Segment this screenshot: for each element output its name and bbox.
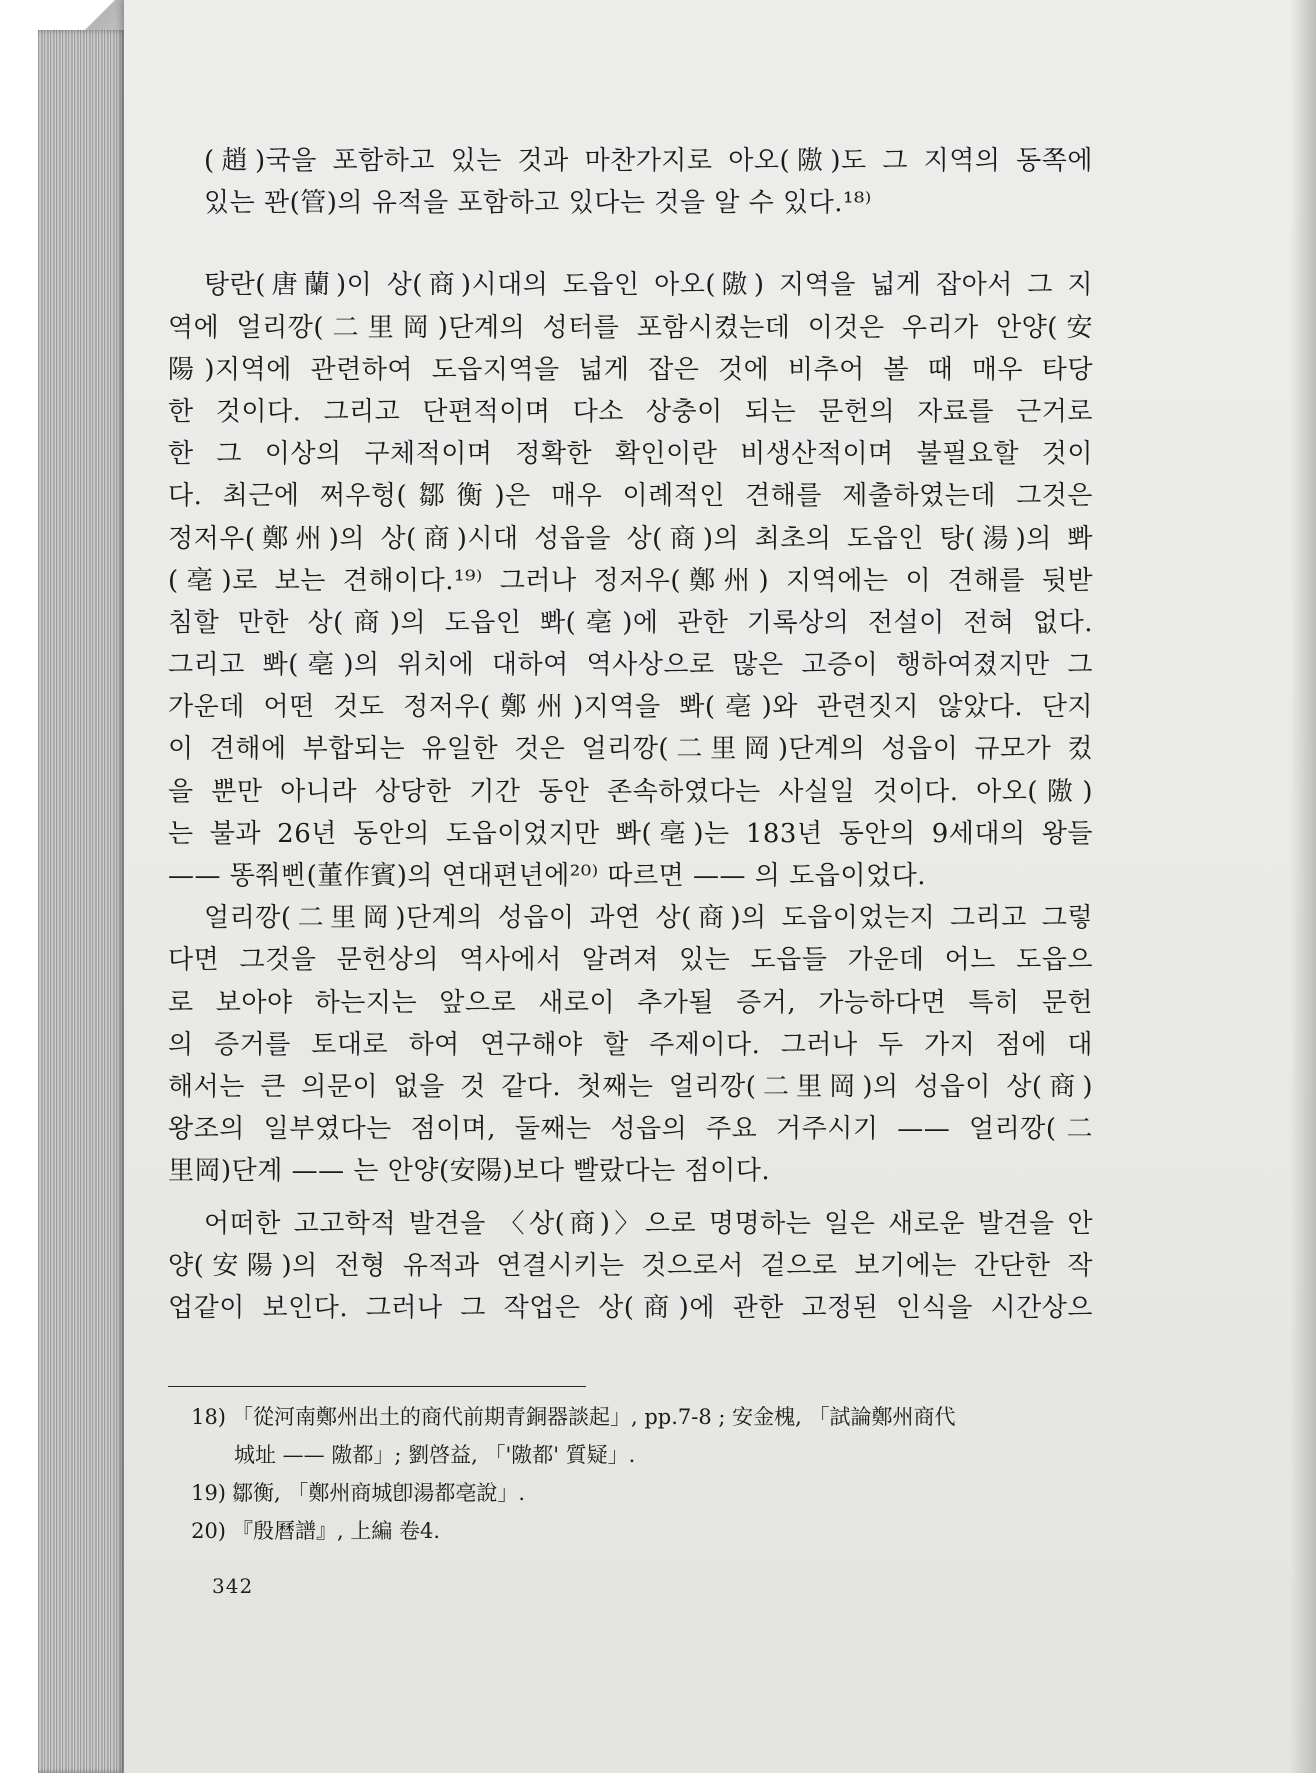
paragraph-gap [168, 1193, 1093, 1203]
text-line: 는 불과 26년 동안의 도읍이었지만 뽜(亳)는 183년 동안의 9세대의 왕들 [168, 818, 1093, 849]
text-line: 침할 만한 상(商)의 도읍인 뽜(亳)에 관한 기록상의 전설이 전혀 없다. [168, 607, 1093, 638]
text-line: 역에 얼리깡(二里岡)단계의 성터를 포함시켰는데 이것은 우리가 안양(安 [168, 312, 1093, 343]
text-line: (趙)국을 포함하고 있는 것과 마찬가지로 아오(隞)도 그 지역의 동쪽에 [204, 146, 1093, 176]
footnote-19 [168, 1474, 1093, 1512]
text-line: 얼리깡(二里岡)단계의 성읍이 과연 상(商)의 도읍이었는지 그리고 그렇 [204, 903, 1093, 934]
text-line: 한 것이다. 그리고 단편적이며 다소 상충이 되는 문헌의 자료를 근거로 [168, 396, 1093, 427]
footnotes [168, 1398, 1093, 1550]
text-line: 로 보아야 하는지는 앞으로 새로이 추가될 증거, 가능하다면 특히 문헌 [168, 987, 1093, 1018]
page-stack-edges [38, 30, 128, 1773]
text-line: 어떠한 고고학적 발견을 〈상(商)〉으로 명명하는 일은 새로운 발견을 안 [204, 1208, 1093, 1239]
footnote-18 [168, 1398, 1093, 1436]
footnote-18-continued: 城址 —— 隞都」; 劉啓益, 「'隞都' 質疑」. [234, 1443, 636, 1467]
text-line: 다면 그것을 문헌상의 역사에서 알려져 있는 도읍들 가운데 어느 도읍으 [168, 945, 1093, 976]
page-number: 342 [212, 1574, 254, 1598]
text-line: 있는 꽌(管)의 유적을 포함하고 있다는 것을 알 수 있다.¹⁸⁾ [204, 188, 872, 219]
text-line: 陽)지역에 관련하여 도읍지역을 넓게 잡은 것에 비추어 볼 때 매우 타당 [168, 354, 1093, 385]
footnote-20 [168, 1512, 1093, 1550]
text-line: 다. 최근에 쩌우헝(鄒衡)은 매우 이례적인 견해를 제출하였는데 그것은 [168, 481, 1093, 512]
text-line: 里岡)단계 —— 는 안양(安陽)보다 빨랐다는 점이다. [168, 1156, 771, 1187]
text-line: 이 견해에 부합되는 유일한 것은 얼리깡(二里岡)단계의 성읍이 규모가 컸 [168, 734, 1093, 765]
footnote-number: 18) [191, 1405, 226, 1429]
text-line: 의 증거를 토대로 하여 연구해야 할 주제이다. 그러나 두 가지 점에 대 [168, 1029, 1093, 1060]
text-line: 업같이 보인다. 그러나 그 작업은 상(商)에 관한 고정된 인식을 시간상으 [168, 1292, 1093, 1323]
text-line: 양(安陽)의 전형 유적과 연결시키는 것으로서 겉으로 보기에는 간단한 작 [168, 1250, 1093, 1281]
text-line: 가운데 어떤 것도 정저우(鄭州)지역을 뽜(亳)와 관련짓지 않았다. 단지 [168, 692, 1093, 723]
text-line: (亳)로 보는 견해이다.¹⁹⁾ 그러나 정저우(鄭州) 지역에는 이 견해를 뒷받 [168, 565, 1093, 596]
footnote-number: 20) [191, 1519, 226, 1543]
text-line: 왕조의 일부였다는 점이며, 둘째는 성읍의 주요 거주시기 —— 얼리깡(二 [168, 1114, 1093, 1145]
text-line: 해서는 큰 의문이 없을 것 같다. 첫째는 얼리깡(二里岡)의 성읍이 상(商) [168, 1071, 1093, 1102]
page-shadow [1290, 0, 1316, 1773]
footnote-number: 19) [191, 1481, 226, 1505]
text-line: —— 똥쭤삔(董作賓)의 연대편년에²⁰⁾ 따르면 —— 의 도읍이었다. [168, 861, 926, 891]
body-text [168, 140, 1093, 1329]
text-line: 탕란(唐蘭)이 상(商)시대의 도읍인 아오(隞) 지역을 넓게 잡아서 그 지 [204, 270, 1094, 301]
text-line: 을 뿐만 아니라 상당한 기간 동안 존속하였다는 사실일 것이다. 아오(隞) [168, 776, 1093, 807]
text-line: 한 그 이상의 구체적이며 정확한 확인이란 비생산적이며 불필요할 것이 [168, 439, 1093, 470]
footnote-rule [168, 1386, 586, 1387]
text-line: 그리고 뽜(亳)의 위치에 대하여 역사상으로 많은 고증이 행하여졌지만 그 [168, 650, 1093, 681]
text-line: 정저우(鄭州)의 상(商)시대 성읍을 상(商)의 최초의 도읍인 탕(湯)의 뽜 [168, 523, 1093, 554]
footnote-text: 『殷曆譜』, 上編 卷4. [232, 1519, 441, 1543]
footnote-text: 「從河南鄭州出土的商代前期青銅器談起」, pp.7-8 ; 安金槐, 「試論鄭州商代 [232, 1405, 956, 1429]
paragraph-gap [168, 224, 1093, 264]
footnote-text: 鄒衡, 「鄭州商城卽湯都亳說」. [232, 1481, 526, 1505]
